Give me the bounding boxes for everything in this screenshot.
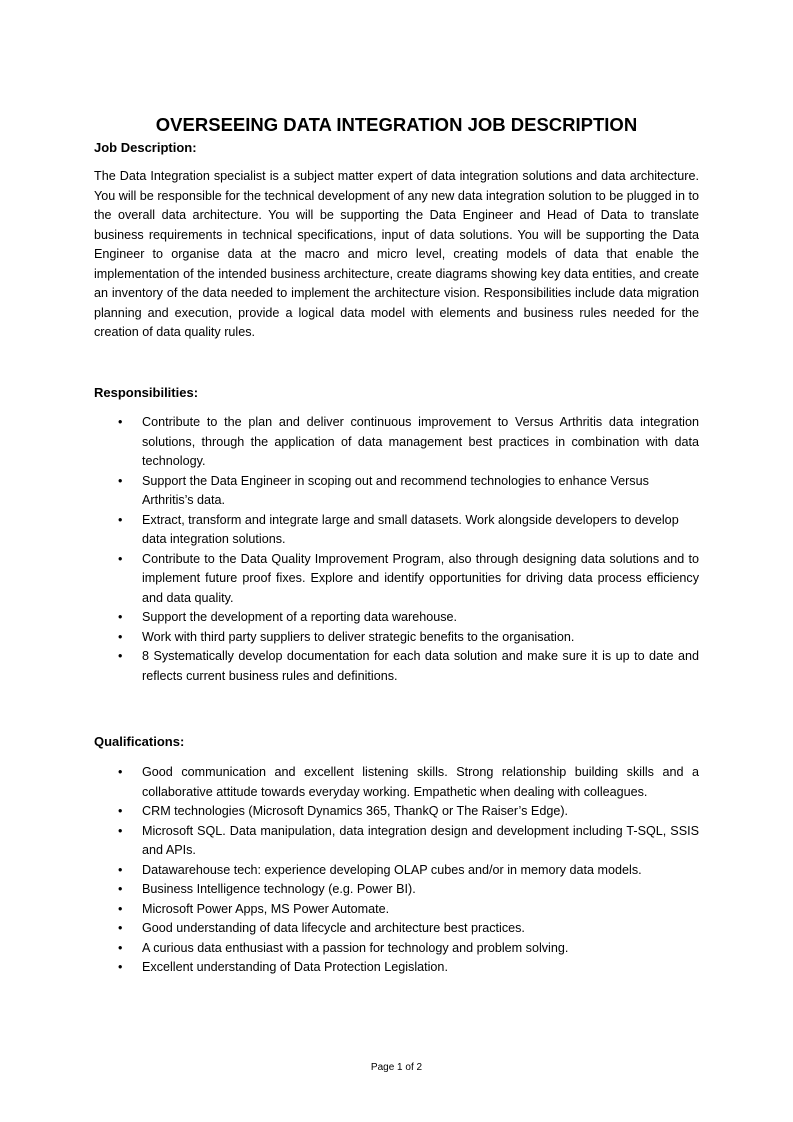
list-item-text: Good communication and excellent listening skills. Strong relationship building skills and a collaborative attitude towards everyday working. Empathetic when dealing with colleagues. xyxy=(142,765,699,799)
list-item-text: 8 Systematically develop documentation for each data solution and make sure it is up to date and reflects current business rules and definitions. xyxy=(142,649,699,683)
list-item-text: Microsoft Power Apps, MS Power Automate. xyxy=(142,901,390,916)
list-item xyxy=(0,550,793,609)
list-item-text: A curious data enthusiast with a passion for technology and problem solving. xyxy=(142,940,569,955)
list-item xyxy=(0,861,793,881)
list-item xyxy=(0,413,793,472)
list-item-text: Support the Data Engineer in scoping out and recommend technologies to enhance Versus Arthritis’s data. xyxy=(142,473,649,507)
list-item xyxy=(0,763,793,802)
list-item-text: Good understanding of data lifecycle and architecture best practices. xyxy=(142,921,525,935)
bullet-icon: • xyxy=(118,610,123,624)
bullet-icon: • xyxy=(118,862,123,877)
list-item xyxy=(0,511,793,550)
list-item-text: Datawarehouse tech: experience developing OLAP cubes and/or in memory data models. xyxy=(142,862,642,877)
bullet-icon: • xyxy=(118,960,123,974)
page-title: OVERSEEING DATA INTEGRATION JOB DESCRIPTION xyxy=(155,114,638,135)
bullet-icon: • xyxy=(118,629,123,644)
job-description-paragraph: The Data Integration specialist is a subject matter expert of data integration solutions and data architecture. You will be responsible for the technical development of any new data integration solution to be plugged in to the overall data architecture. You will be supporting the Data Engineer and Head of Data to translate business requirements in technical specifications, input of data solutions. You will be supporting the Data Engineer to organise data at the macro and micro level, creating models of data that enable the implementation of the intended business architecture, create diagrams showing key data entities, and create an inventory of the data needed to implement the architecture vision. Responsibilities include data migration planning and execution, provide a logical data model with elements and business rules needed for the creation of data quality rules. xyxy=(94,169,699,339)
bullet-icon: • xyxy=(118,649,123,663)
qualifications-heading: Qualifications: xyxy=(94,734,185,749)
responsibilities-list xyxy=(0,413,793,686)
bullet-icon: • xyxy=(118,765,123,779)
list-item xyxy=(0,919,793,939)
list-item-text: Contribute to the Data Quality Improvement Program, also through designing data solutions and to implement future proof fixes. Explore and identify opportunities for driving data process efficiency and data quality. xyxy=(142,551,699,605)
job-description-heading: Job Description: xyxy=(94,140,197,155)
page-number: Page 1 of 2 xyxy=(370,1062,423,1073)
list-item xyxy=(0,628,793,648)
bullet-icon: • xyxy=(118,882,123,896)
list-item xyxy=(0,958,793,978)
list-item-text: CRM technologies (Microsoft Dynamics 365, ThankQ or The Raiser’s Edge). xyxy=(142,804,569,818)
list-item xyxy=(0,880,793,900)
list-item xyxy=(0,472,793,511)
bullet-icon: • xyxy=(118,921,123,935)
bullet-icon: • xyxy=(118,512,123,527)
list-item xyxy=(0,802,793,822)
bullet-icon: • xyxy=(118,551,123,566)
list-item xyxy=(0,939,793,959)
responsibilities-heading: Responsibilities: xyxy=(94,385,199,400)
list-item-text: Microsoft SQL. Data manipulation, data integration design and development including T-SQL, SSIS and APIs. xyxy=(142,823,699,857)
bullet-icon: • xyxy=(118,823,123,838)
list-item-text: Work with third party suppliers to deliver strategic benefits to the organisation. xyxy=(142,629,575,644)
list-item-text: Extract, transform and integrate large and small datasets. Work alongside developers to develop data integration solutions. xyxy=(142,512,679,546)
list-item xyxy=(0,647,793,686)
list-item xyxy=(0,900,793,920)
list-item-text: Excellent understanding of Data Protection Legislation. xyxy=(142,960,448,974)
list-item-text: Support the development of a reporting data warehouse. xyxy=(142,610,458,624)
list-item xyxy=(0,822,793,861)
list-item-text: Business Intelligence technology (e.g. Power BI). xyxy=(142,882,416,896)
bullet-icon: • xyxy=(118,473,123,488)
bullet-icon: • xyxy=(118,415,123,429)
bullet-icon: • xyxy=(118,901,123,916)
list-item-text: Contribute to the plan and deliver continuous improvement to Versus Arthritis data integration solutions, through the application of data management best practices in combination with data technology. xyxy=(142,415,699,468)
bullet-icon: • xyxy=(118,804,123,818)
bullet-icon: • xyxy=(118,940,123,955)
list-item xyxy=(0,608,793,628)
qualifications-list xyxy=(0,763,793,978)
